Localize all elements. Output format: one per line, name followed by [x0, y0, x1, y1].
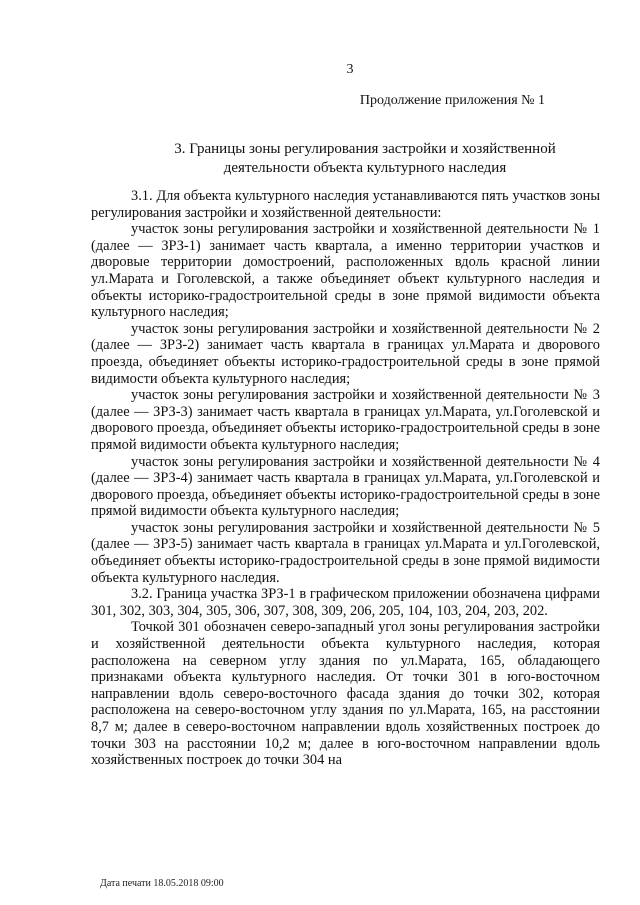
paragraph-zrz-3: участок зоны регулирования застройки и хозяйственной деятельности № 3 (далее — ЗРЗ-3) занимает часть квартала в границах ул.Марата, ул.Гоголевской и дворового проезда, объединяет объекты историко-градостроительной среды в зоне прямой видимости объекта культурного наследия;	[91, 387, 600, 453]
paragraph-zrz-2: участок зоны регулирования застройки и хозяйственной деятельности № 2 (далее — ЗРЗ-2) занимает часть квартала в границах ул.Марата и дворового проезда, объединяет объекты историко-градостроительной среды в зоне прямой видимости объекта культурного наследия;	[91, 320, 600, 387]
section-title-line-2: деятельности объекта культурного наследия	[223, 160, 507, 176]
paragraph-zrz-1: участок зоны регулирования застройки и хозяйственной деятельности № 1 (далее — ЗРЗ-1) занимает часть квартала, а именно территории участков и дворовые территории домостроений, расположенных вдоль красной линии ул.Марата и Гоголевской, а также объединяет объект культурного наследия и объекты историко-градостроительной среды в зоне прямой видимости объекта культурного наследия;	[91, 221, 600, 321]
paragraph-3-1: 3.1. Для объекта культурного наследия устанавливаются пять участков зоны регулирования застройки и хозяйственной деятельности:	[91, 188, 600, 221]
body-text	[91, 188, 600, 769]
paragraph-zrz-5: участок зоны регулирования застройки и хозяйственной деятельности № 5 (далее — ЗРЗ-5) занимает часть квартала в границах ул.Марата и ул.Гоголевской, объединяет объекты историко-градостроительной среды в зоне прямой видимости объекта культурного наследия.	[91, 519, 600, 586]
continuation-label: Продолжение приложения № 1	[359, 93, 545, 108]
section-title	[60, 140, 640, 178]
paragraph-3-2: 3.2. Граница участка ЗРЗ-1 в графическом приложении обозначена цифрами 301, 302, 303, 304, 305, 306, 307, 308, 309, 206, 205, 104, 103, 204, 203, 202.	[91, 586, 600, 619]
print-date-footer: Дата печати 18.05.2018 09:00	[100, 878, 224, 889]
paragraph-zrz-4: участок зоны регулирования застройки и хозяйственной деятельности № 4 (далее — ЗРЗ-4) занимает часть квартала в границах ул.Марата, ул.Гоголевской и дворового проезда, объединяет объекты историко-градостроительной среды в зоне прямой видимости объекта культурного наследия;	[91, 453, 600, 520]
paragraph-point-301: Точкой 301 обозначен северо-западный угол зоны регулирования застройки и хозяйственной деятельности объекта культурного наследия, которая расположена на северном углу здания по ул.Марата, 165, обладающего признаками объекта культурного наследия. От точки 301 в юго-восточном направлении вдоль северо-восточного фасада здания до точки 302, которая расположена на северо-восточном углу здания по ул.Марата, 165, на расстоянии 8,7 м; далее в северо-восточном направлении вдоль хозяйственных построек до точки 303 на расстоянии 10,2 м; далее в юго-восточном направлении вдоль хозяйственных построек до точки 304 на	[91, 619, 600, 769]
section-title-line-1: 3. Границы зоны регулирования застройки и хозяйственной	[174, 141, 556, 157]
page-number: 3	[346, 62, 354, 77]
